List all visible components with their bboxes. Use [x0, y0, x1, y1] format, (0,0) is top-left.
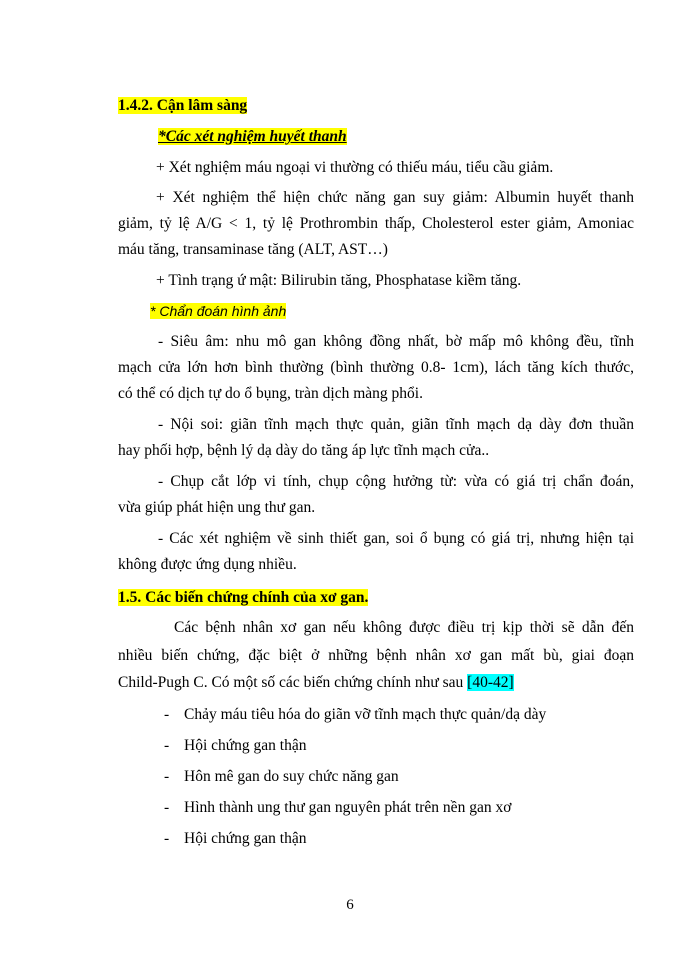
paragraph-liver-function-line2: giảm, tỷ lệ A/G < 1, tỷ lệ Prothrombin thấp, Cholesterol ester giảm, Amoniac	[118, 215, 634, 232]
list-marker: -	[164, 737, 170, 754]
paragraph-ct-mri-line2: vừa giúp phát hiện ung thư gan.	[118, 499, 316, 516]
paragraph-cholestasis: + Tình trạng ứ mật: Bilirubin tăng, Phosphatase kiềm tăng.	[156, 272, 522, 289]
list-marker: -	[164, 830, 170, 847]
section-heading-1-4-2: 1.4.2. Cận lâm sàng	[118, 97, 248, 114]
paragraph-complications-line1: Các bệnh nhân xơ gan nếu không được điều trị kịp thời sẽ dẫn đến	[174, 619, 634, 636]
subheading-serology: *Các xét nghiệm huyết thanh	[158, 128, 347, 145]
paragraph-biopsy-line2: không được ứng dụng nhiều.	[118, 556, 297, 573]
paragraph-ct-mri-line1: - Chụp cắt lớp vi tính, chụp cộng hưởng từ: vừa có giá trị chẩn đoán,	[158, 473, 634, 490]
page-number: 6	[346, 897, 354, 913]
citation: [40-42]	[467, 674, 514, 691]
paragraph-peripheral-blood: + Xét nghiệm máu ngoại vi thường có thiếu máu, tiểu cầu giảm.	[156, 159, 554, 176]
list-marker: -	[164, 768, 170, 785]
paragraph-liver-function-line1: + Xét nghiệm thể hiện chức năng gan suy giảm: Albumin huyết thanh	[156, 189, 634, 206]
paragraph-endoscopy-line2: hay phối hợp, bệnh lý dạ dày do tăng áp lực tĩnh mạch cửa..	[118, 442, 490, 459]
paragraph-liver-function-line3: máu tăng, transaminase tăng (ALT, AST…)	[118, 241, 388, 258]
section-heading-1-5: 1.5. Các biến chứng chính của xơ gan.	[118, 589, 369, 606]
paragraph-complications-line2: nhiều biến chứng, đặc biệt ở những bệnh nhân xơ gan mất bù, giai đoạn	[118, 647, 634, 664]
paragraph-ultrasound-line1: - Siêu âm: nhu mô gan không đồng nhất, bờ mấp mô không đều, tĩnh	[158, 333, 634, 350]
paragraph-complications-line3: Child-Pugh C. Có một số các biến chứng chính như sau [40-42]	[118, 674, 514, 691]
paragraph-biopsy-line1: - Các xét nghiệm về sinh thiết gan, soi ổ bụng có giá trị, nhưng hiện tại	[158, 530, 634, 547]
paragraph-endoscopy-line1: - Nội soi: giãn tĩnh mạch thực quản, giãn tĩnh mạch dạ dày đơn thuần	[158, 416, 634, 433]
paragraph-ultrasound-line3: có thể có dịch tự do ổ bụng, tràn dịch màng phổi.	[118, 385, 423, 402]
subheading-imaging: * Chẩn đoán hình ảnh	[150, 303, 287, 319]
list-marker: -	[164, 706, 170, 723]
list-marker: -	[164, 799, 170, 816]
paragraph-ultrasound-line2: mạch cửa lớn hơn bình thường (bình thường 0.8- 1cm), lách tăng kích thước,	[118, 359, 634, 376]
